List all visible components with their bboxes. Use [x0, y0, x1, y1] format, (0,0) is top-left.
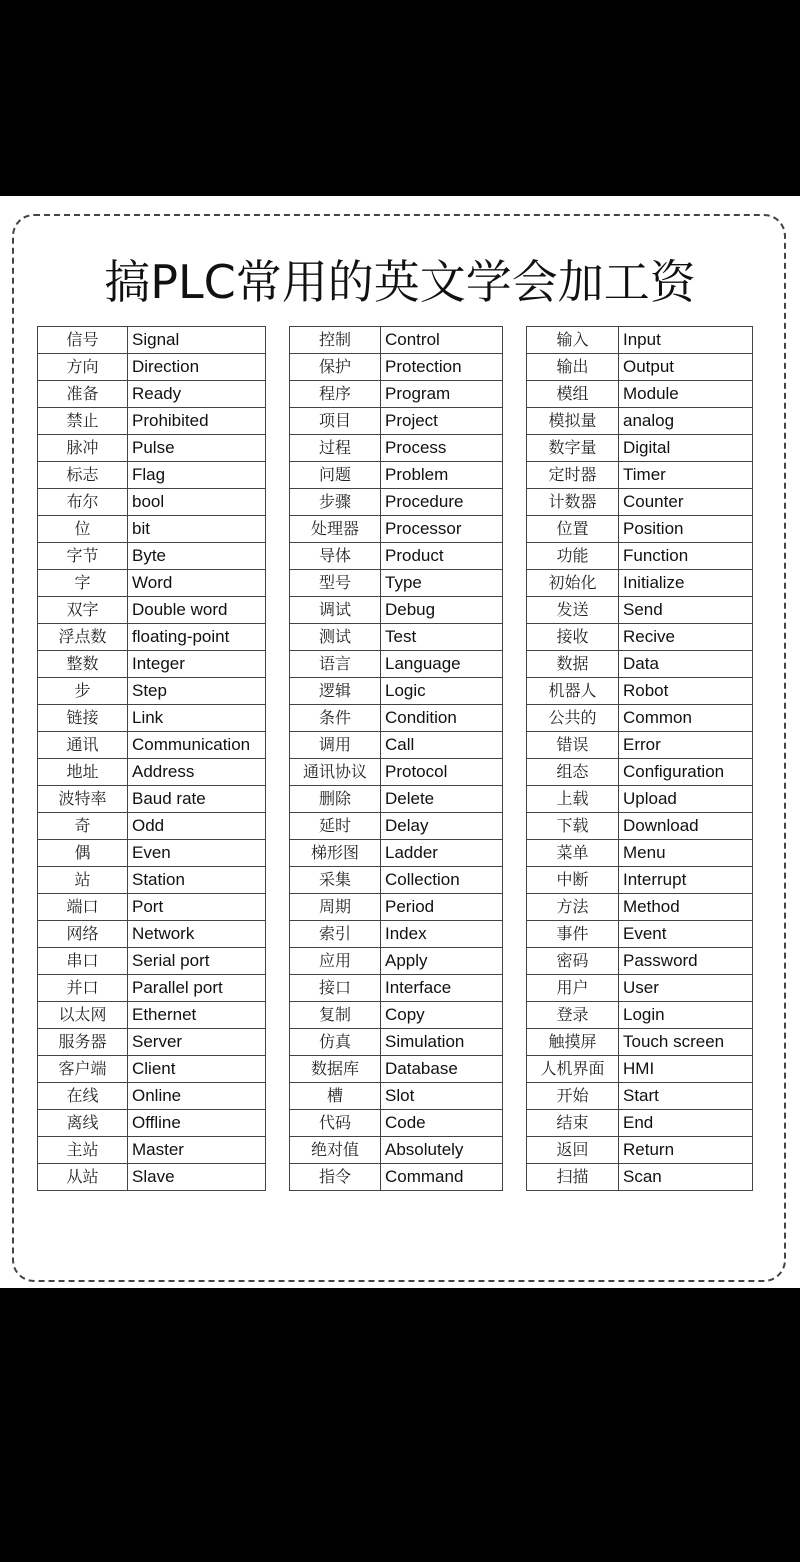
chinese-term: 脉冲 [38, 435, 128, 462]
chinese-term: 删除 [290, 786, 381, 813]
table-row [38, 570, 266, 597]
english-term: Online [128, 1083, 266, 1110]
page-title: 搞PLC常用的英文学会加工资 [104, 255, 696, 309]
table-row [290, 813, 503, 840]
table-row [527, 840, 753, 867]
chinese-term: 结束 [527, 1110, 619, 1137]
table-row [527, 489, 753, 516]
chinese-term: 应用 [290, 948, 381, 975]
table-row [527, 1002, 753, 1029]
chinese-term: 客户端 [38, 1056, 128, 1083]
chinese-term: 站 [38, 867, 128, 894]
vocab-sheet [0, 196, 800, 1288]
english-term: Serial port [128, 948, 266, 975]
chinese-term: 模拟量 [527, 408, 619, 435]
english-term: Send [619, 597, 753, 624]
chinese-term: 地址 [38, 759, 128, 786]
table-row [290, 435, 503, 462]
chinese-term: 偶 [38, 840, 128, 867]
table-row [290, 948, 503, 975]
english-term: Simulation [381, 1029, 503, 1056]
chinese-term: 登录 [527, 1002, 619, 1029]
table-row [290, 1002, 503, 1029]
chinese-term: 字节 [38, 543, 128, 570]
chinese-term: 方法 [527, 894, 619, 921]
table-row [290, 408, 503, 435]
english-term: Protocol [381, 759, 503, 786]
table-row [38, 489, 266, 516]
english-term: Delay [381, 813, 503, 840]
english-term: Interface [381, 975, 503, 1002]
chinese-term: 开始 [527, 1083, 619, 1110]
table-row [527, 435, 753, 462]
table-row [527, 1110, 753, 1137]
table-row [38, 1110, 266, 1137]
chinese-term: 指令 [290, 1164, 381, 1191]
table-row [290, 1110, 503, 1137]
english-term: Command [381, 1164, 503, 1191]
chinese-term: 步骤 [290, 489, 381, 516]
table-row [38, 678, 266, 705]
chinese-term: 输出 [527, 354, 619, 381]
english-term: Error [619, 732, 753, 759]
table-row [527, 705, 753, 732]
english-term: Touch screen [619, 1029, 753, 1056]
english-term: Counter [619, 489, 753, 516]
chinese-term: 发送 [527, 597, 619, 624]
english-term: Digital [619, 435, 753, 462]
chinese-term: 步 [38, 678, 128, 705]
english-term: Network [128, 921, 266, 948]
english-term: Initialize [619, 570, 753, 597]
chinese-term: 返回 [527, 1137, 619, 1164]
table-row [290, 840, 503, 867]
english-term: Apply [381, 948, 503, 975]
table-row [290, 597, 503, 624]
english-term: Timer [619, 462, 753, 489]
table-row [38, 651, 266, 678]
english-term: bit [128, 516, 266, 543]
english-term: Prohibited [128, 408, 266, 435]
english-term: Protection [381, 354, 503, 381]
english-term: Recive [619, 624, 753, 651]
english-term: Call [381, 732, 503, 759]
english-term: Ladder [381, 840, 503, 867]
chinese-term: 索引 [290, 921, 381, 948]
table-row [38, 624, 266, 651]
english-term: Start [619, 1083, 753, 1110]
english-term: Offline [128, 1110, 266, 1137]
chinese-term: 输入 [527, 327, 619, 354]
table-row [527, 651, 753, 678]
table-row [38, 1164, 266, 1191]
table-row [38, 894, 266, 921]
table-row [290, 624, 503, 651]
english-term: floating-point [128, 624, 266, 651]
english-term: Address [128, 759, 266, 786]
chinese-term: 主站 [38, 1137, 128, 1164]
table-row [527, 678, 753, 705]
english-term: Link [128, 705, 266, 732]
table-row [38, 813, 266, 840]
table-row [527, 894, 753, 921]
chinese-term: 模组 [527, 381, 619, 408]
english-term: Function [619, 543, 753, 570]
table-row [290, 786, 503, 813]
table-row [38, 732, 266, 759]
vocab-table-3 [526, 326, 753, 1191]
table-row [38, 948, 266, 975]
table-row [290, 570, 503, 597]
chinese-term: 链接 [38, 705, 128, 732]
table-row [527, 759, 753, 786]
chinese-term: 处理器 [290, 516, 381, 543]
table-row [290, 678, 503, 705]
english-term: Download [619, 813, 753, 840]
table-row [290, 1164, 503, 1191]
english-term: Word [128, 570, 266, 597]
table-row [38, 516, 266, 543]
table-row [290, 543, 503, 570]
chinese-term: 采集 [290, 867, 381, 894]
english-term: Integer [128, 651, 266, 678]
table-row [527, 354, 753, 381]
table-row [527, 543, 753, 570]
chinese-term: 计数器 [527, 489, 619, 516]
chinese-term: 双字 [38, 597, 128, 624]
table-row [527, 408, 753, 435]
english-term: Common [619, 705, 753, 732]
chinese-term: 复制 [290, 1002, 381, 1029]
chinese-term: 接口 [290, 975, 381, 1002]
english-term: Odd [128, 813, 266, 840]
chinese-term: 调试 [290, 597, 381, 624]
chinese-term: 导体 [290, 543, 381, 570]
chinese-term: 离线 [38, 1110, 128, 1137]
table-row [527, 624, 753, 651]
english-term: Return [619, 1137, 753, 1164]
vocab-table-2 [289, 326, 503, 1191]
table-row [38, 840, 266, 867]
english-term: Debug [381, 597, 503, 624]
chinese-term: 问题 [290, 462, 381, 489]
english-term: Absolutely [381, 1137, 503, 1164]
chinese-term: 数字量 [527, 435, 619, 462]
table-row [38, 1002, 266, 1029]
english-term: Product [381, 543, 503, 570]
english-term: Step [128, 678, 266, 705]
table-row [527, 786, 753, 813]
table-row [38, 597, 266, 624]
english-term: Index [381, 921, 503, 948]
english-term: Data [619, 651, 753, 678]
chinese-term: 位置 [527, 516, 619, 543]
table-row [38, 1029, 266, 1056]
english-term: Control [381, 327, 503, 354]
chinese-term: 准备 [38, 381, 128, 408]
chinese-term: 在线 [38, 1083, 128, 1110]
english-term: Module [619, 381, 753, 408]
table-row [290, 651, 503, 678]
english-term: Test [381, 624, 503, 651]
chinese-term: 错误 [527, 732, 619, 759]
english-term: Slave [128, 1164, 266, 1191]
table-row [38, 705, 266, 732]
chinese-term: 保护 [290, 354, 381, 381]
table-row [527, 1056, 753, 1083]
table-row [38, 921, 266, 948]
chinese-term: 触摸屏 [527, 1029, 619, 1056]
chinese-term: 逻辑 [290, 678, 381, 705]
chinese-term: 禁止 [38, 408, 128, 435]
english-term: Signal [128, 327, 266, 354]
english-term: Direction [128, 354, 266, 381]
english-term: Menu [619, 840, 753, 867]
chinese-term: 公共的 [527, 705, 619, 732]
english-term: Upload [619, 786, 753, 813]
english-term: Condition [381, 705, 503, 732]
table-row [290, 894, 503, 921]
english-term: Master [128, 1137, 266, 1164]
table-row [38, 327, 266, 354]
english-term: End [619, 1110, 753, 1137]
table-row [527, 570, 753, 597]
english-term: Pulse [128, 435, 266, 462]
english-term: Position [619, 516, 753, 543]
chinese-term: 事件 [527, 921, 619, 948]
chinese-term: 从站 [38, 1164, 128, 1191]
chinese-term: 条件 [290, 705, 381, 732]
chinese-term: 控制 [290, 327, 381, 354]
table-row [290, 1137, 503, 1164]
table-row [38, 786, 266, 813]
table-row [290, 381, 503, 408]
table-row [527, 975, 753, 1002]
chinese-term: 并口 [38, 975, 128, 1002]
english-term: Scan [619, 1164, 753, 1191]
chinese-term: 服务器 [38, 1029, 128, 1056]
english-term: Code [381, 1110, 503, 1137]
english-term: Password [619, 948, 753, 975]
table-row [290, 1056, 503, 1083]
chinese-term: 代码 [290, 1110, 381, 1137]
chinese-term: 功能 [527, 543, 619, 570]
table-row [527, 1083, 753, 1110]
english-term: Input [619, 327, 753, 354]
english-term: Language [381, 651, 503, 678]
table-row [527, 921, 753, 948]
english-term: Flag [128, 462, 266, 489]
chinese-term: 仿真 [290, 1029, 381, 1056]
table-row [38, 1137, 266, 1164]
table-row [38, 381, 266, 408]
table-row [38, 975, 266, 1002]
english-term: Communication [128, 732, 266, 759]
english-term: Baud rate [128, 786, 266, 813]
table-row [527, 327, 753, 354]
chinese-term: 菜单 [527, 840, 619, 867]
chinese-term: 梯形图 [290, 840, 381, 867]
table-row [38, 435, 266, 462]
table-row [527, 516, 753, 543]
chinese-term: 字 [38, 570, 128, 597]
english-term: Copy [381, 1002, 503, 1029]
table-row [527, 1137, 753, 1164]
chinese-term: 通讯协议 [290, 759, 381, 786]
english-term: Type [381, 570, 503, 597]
english-term: Configuration [619, 759, 753, 786]
english-term: Even [128, 840, 266, 867]
chinese-term: 位 [38, 516, 128, 543]
vocab-table-1 [37, 326, 266, 1191]
english-term: User [619, 975, 753, 1002]
chinese-term: 信号 [38, 327, 128, 354]
chinese-term: 网络 [38, 921, 128, 948]
table-row [290, 921, 503, 948]
chinese-term: 过程 [290, 435, 381, 462]
chinese-term: 测试 [290, 624, 381, 651]
english-term: Program [381, 381, 503, 408]
table-row [290, 354, 503, 381]
table-row [290, 759, 503, 786]
chinese-term: 接收 [527, 624, 619, 651]
chinese-term: 周期 [290, 894, 381, 921]
english-term: bool [128, 489, 266, 516]
english-term: Process [381, 435, 503, 462]
table-row [527, 1029, 753, 1056]
english-term: Period [381, 894, 503, 921]
chinese-term: 定时器 [527, 462, 619, 489]
table-row [290, 705, 503, 732]
table-row [38, 543, 266, 570]
chinese-term: 语言 [290, 651, 381, 678]
chinese-term: 型号 [290, 570, 381, 597]
chinese-term: 数据 [527, 651, 619, 678]
table-row [290, 516, 503, 543]
english-term: Problem [381, 462, 503, 489]
english-term: Ready [128, 381, 266, 408]
table-row [38, 867, 266, 894]
chinese-term: 整数 [38, 651, 128, 678]
table-row [290, 1083, 503, 1110]
english-term: Procedure [381, 489, 503, 516]
english-term: Robot [619, 678, 753, 705]
chinese-term: 延时 [290, 813, 381, 840]
table-row [38, 1056, 266, 1083]
english-term: Double word [128, 597, 266, 624]
english-term: Method [619, 894, 753, 921]
chinese-term: 标志 [38, 462, 128, 489]
english-term: Client [128, 1056, 266, 1083]
table-row [290, 975, 503, 1002]
table-row [527, 381, 753, 408]
chinese-term: 浮点数 [38, 624, 128, 651]
table-row [527, 813, 753, 840]
english-term: Output [619, 354, 753, 381]
chinese-term: 机器人 [527, 678, 619, 705]
chinese-term: 槽 [290, 1083, 381, 1110]
table-row [38, 462, 266, 489]
english-term: Delete [381, 786, 503, 813]
english-term: analog [619, 408, 753, 435]
chinese-term: 调用 [290, 732, 381, 759]
chinese-term: 用户 [527, 975, 619, 1002]
english-term: Project [381, 408, 503, 435]
english-term: Parallel port [128, 975, 266, 1002]
table-row [38, 759, 266, 786]
chinese-term: 波特率 [38, 786, 128, 813]
english-term: Interrupt [619, 867, 753, 894]
table-row [290, 1029, 503, 1056]
chinese-term: 数据库 [290, 1056, 381, 1083]
english-term: Login [619, 1002, 753, 1029]
table-row [527, 462, 753, 489]
table-row [527, 1164, 753, 1191]
english-term: Byte [128, 543, 266, 570]
chinese-term: 密码 [527, 948, 619, 975]
table-row [290, 867, 503, 894]
english-term: Port [128, 894, 266, 921]
english-term: Event [619, 921, 753, 948]
chinese-term: 上载 [527, 786, 619, 813]
english-term: HMI [619, 1056, 753, 1083]
chinese-term: 中断 [527, 867, 619, 894]
chinese-term: 串口 [38, 948, 128, 975]
chinese-term: 程序 [290, 381, 381, 408]
table-row [290, 462, 503, 489]
chinese-term: 绝对值 [290, 1137, 381, 1164]
table-row [290, 732, 503, 759]
english-term: Collection [381, 867, 503, 894]
english-term: Logic [381, 678, 503, 705]
chinese-term: 项目 [290, 408, 381, 435]
chinese-term: 通讯 [38, 732, 128, 759]
english-term: Ethernet [128, 1002, 266, 1029]
table-row [290, 489, 503, 516]
table-row [527, 867, 753, 894]
chinese-term: 布尔 [38, 489, 128, 516]
english-term: Server [128, 1029, 266, 1056]
table-row [38, 1083, 266, 1110]
chinese-term: 方向 [38, 354, 128, 381]
chinese-term: 组态 [527, 759, 619, 786]
english-term: Station [128, 867, 266, 894]
table-row [38, 408, 266, 435]
chinese-term: 以太网 [38, 1002, 128, 1029]
chinese-term: 下载 [527, 813, 619, 840]
english-term: Processor [381, 516, 503, 543]
table-row [527, 948, 753, 975]
english-term: Slot [381, 1083, 503, 1110]
table-row [38, 354, 266, 381]
english-term: Database [381, 1056, 503, 1083]
chinese-term: 端口 [38, 894, 128, 921]
table-row [527, 597, 753, 624]
chinese-term: 扫描 [527, 1164, 619, 1191]
table-row [527, 732, 753, 759]
chinese-term: 人机界面 [527, 1056, 619, 1083]
table-row [290, 327, 503, 354]
chinese-term: 奇 [38, 813, 128, 840]
chinese-term: 初始化 [527, 570, 619, 597]
